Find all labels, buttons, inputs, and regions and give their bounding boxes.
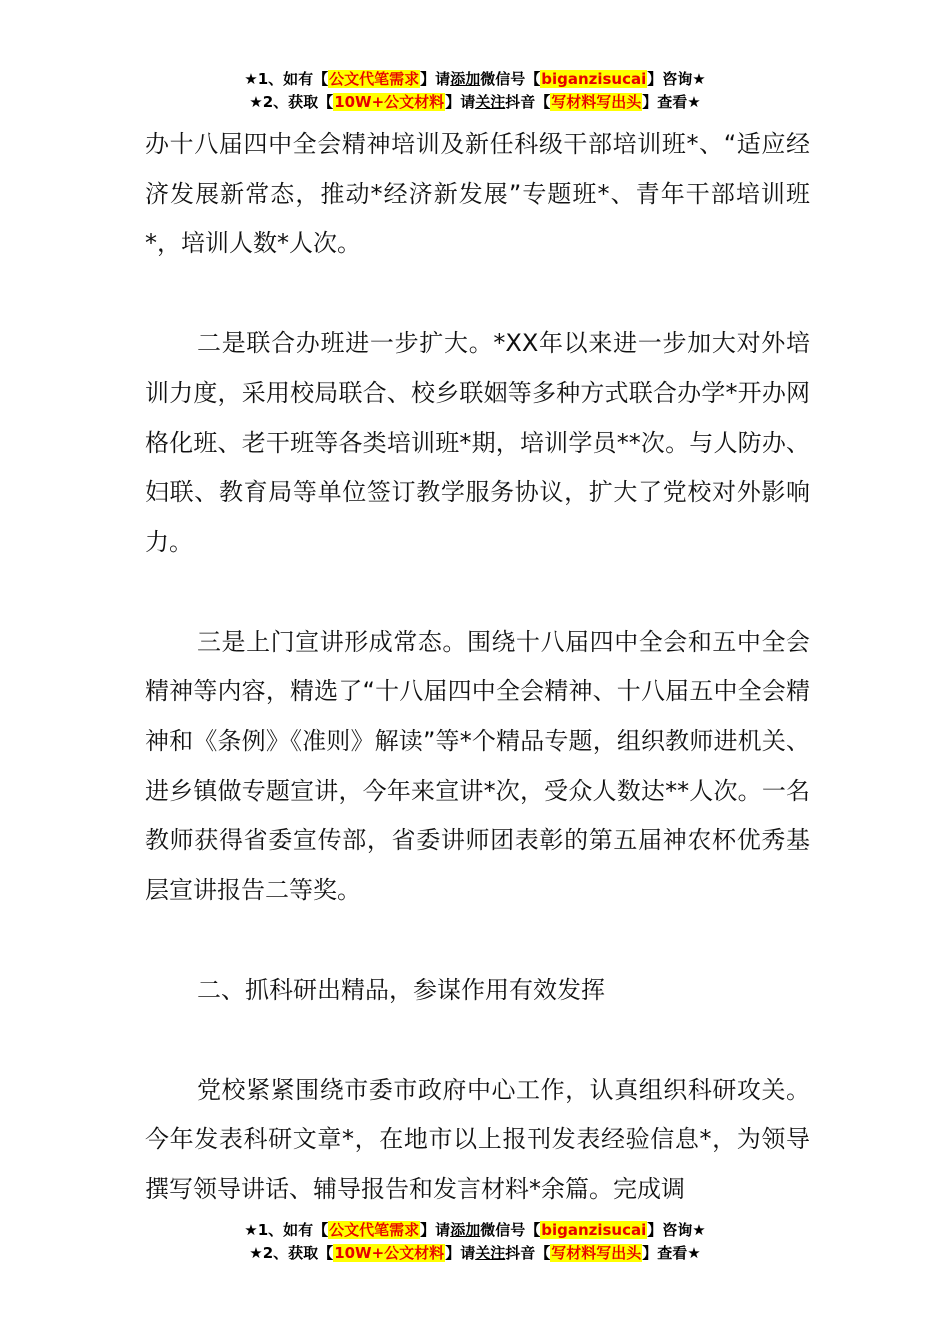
banner-text: 】咨询★ — [647, 70, 706, 88]
banner-text: 微信号【 — [480, 1221, 541, 1239]
banner-text: 】查看★ — [642, 93, 701, 111]
banner-text: 】咨询★ — [647, 1221, 706, 1239]
highlight-text: 10W+公文材料 — [334, 93, 445, 111]
underlined-text: 添加 — [450, 70, 481, 88]
banner-text: 】请 — [420, 70, 451, 88]
banner-text: 】请 — [445, 93, 476, 111]
paragraph-1: 办十八届四中全会精神培训及新任科级干部培训班*、“适应经济发展新常态，推动*经济新发展”专题班*、青年干部培训班*，培训人数*人次。 — [145, 130, 810, 258]
section-heading: 二、抓科研出精品，参谋作用有效发挥 — [197, 975, 605, 1004]
paragraph-2: 二是联合办班进一步扩大。*XX年以来进一步加大对外培训力度，采用校局联合、校乡联姻等多种方式联合办学*开办网格化班、老干班等各类培训班*期，培训学员**次。与人防办、妇联、教育局等单位签订教学服务协议，扩大了党校对外影响力。 — [145, 329, 810, 556]
highlight-text: 公文代笔需求 — [329, 1221, 420, 1239]
banner-line-2 — [0, 1242, 950, 1265]
underlined-text: 关注 — [475, 93, 506, 111]
header-banner — [0, 68, 950, 114]
banner-text: ★1、如有【 — [244, 70, 329, 88]
banner-text: 微信号【 — [480, 70, 541, 88]
banner-text: 】查看★ — [642, 1244, 701, 1262]
wechat-id: biganzisucai — [541, 70, 647, 88]
douyin-id: 写材料写出头 — [551, 93, 642, 111]
highlight-text: 10W+公文材料 — [334, 1244, 445, 1262]
douyin-id: 写材料写出头 — [551, 1244, 642, 1262]
highlight-text: 公文代笔需求 — [329, 70, 420, 88]
banner-text: 】请 — [420, 1221, 451, 1239]
wechat-id: biganzisucai — [541, 1221, 647, 1239]
banner-line-1 — [0, 1219, 950, 1242]
banner-text: ★2、获取【 — [249, 93, 334, 111]
banner-text: 抖音【 — [505, 1244, 551, 1262]
banner-text: 】请 — [445, 1244, 476, 1262]
footer-banner — [0, 1219, 950, 1265]
document-body — [145, 120, 810, 1215]
paragraph-5: 党校紧紧围绕市委市政府中心工作，认真组织科研攻关。今年发表科研文章*，在地市以上报刊发表经验信息*，为领导撰写领导讲话、辅导报告和发言材料*余篇。完成调 — [145, 1075, 810, 1203]
underlined-text: 关注 — [475, 1244, 506, 1262]
banner-line-2 — [0, 91, 950, 114]
banner-line-1 — [0, 68, 950, 91]
banner-text: 抖音【 — [505, 93, 551, 111]
paragraph-3: 三是上门宣讲形成常态。围绕十八届四中全会和五中全会精神等内容，精选了“十八届四中全会精神、十八届五中全会精神和《条例》《准则》解读”等*个精品专题，组织教师进机关、进乡镇做专题宣讲，今年来宣讲*次，受众人数达**人次。一名教师获得省委宣传部，省委讲师团表彰的第五届神农杯优秀基层宣讲报告二等奖。 — [145, 627, 810, 905]
banner-text: ★2、获取【 — [249, 1244, 334, 1262]
underlined-text: 添加 — [450, 1221, 481, 1239]
banner-text: ★1、如有【 — [244, 1221, 329, 1239]
